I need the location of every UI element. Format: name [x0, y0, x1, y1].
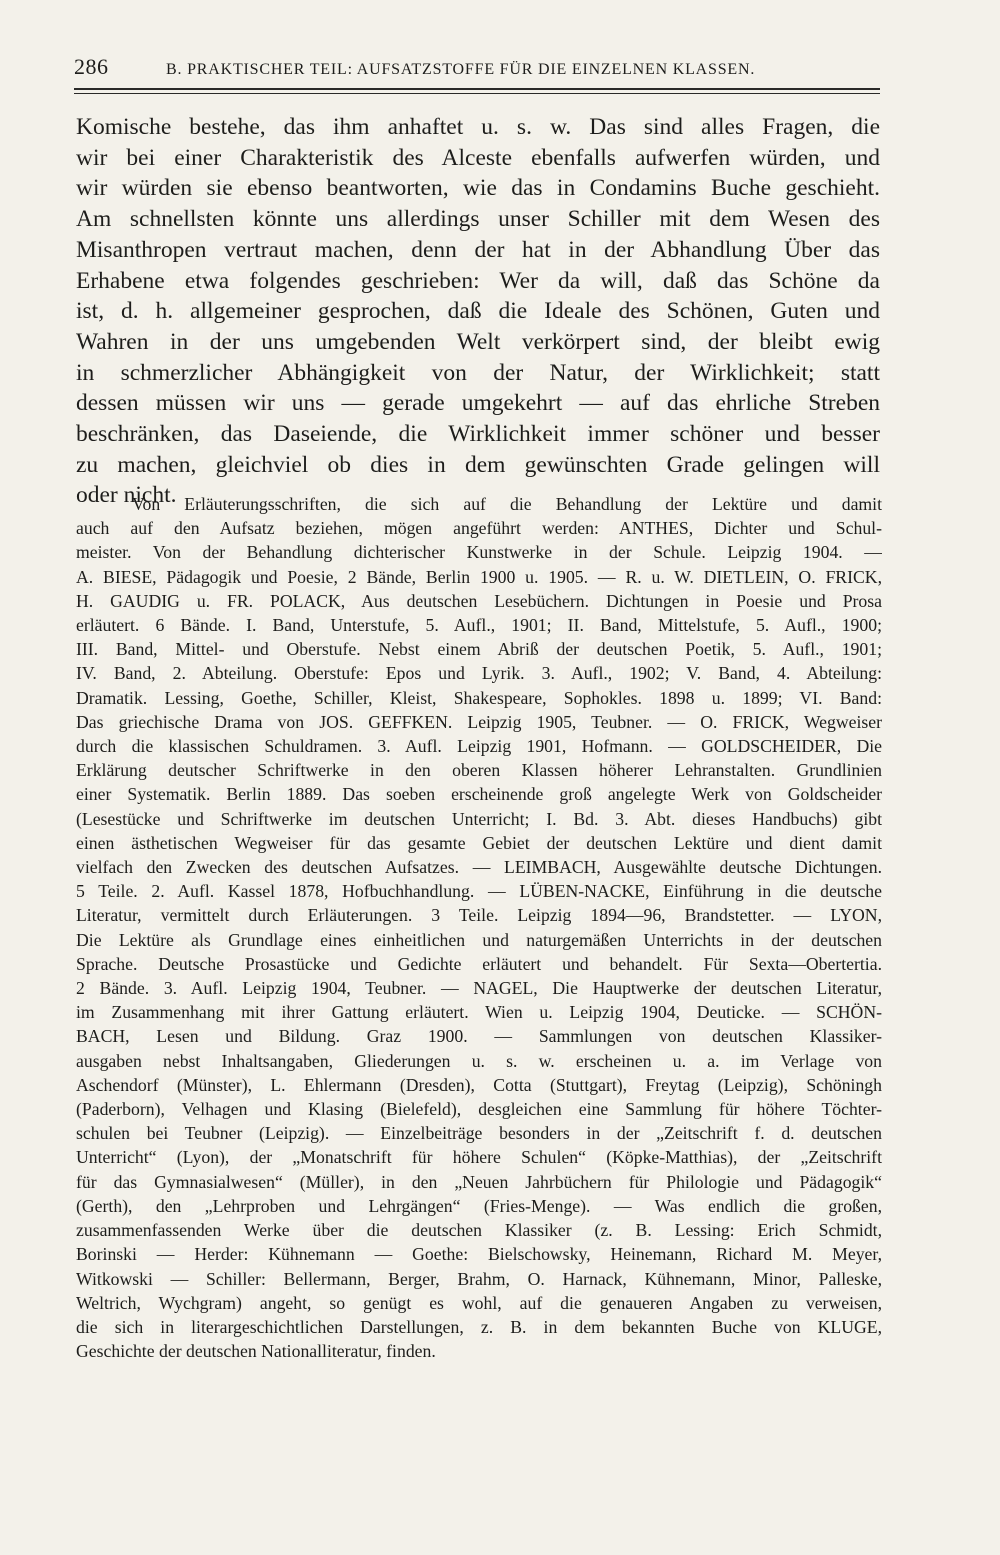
note-text-line: (Paderborn), Velhagen und Klasing (Bielefeld), desgleichen eine Sammlung für höhere Töchter- [76, 1099, 882, 1120]
note-text-line: Dramatik. Lessing, Goethe, Schiller, Kleist, Shakespeare, Sophokles. 1898 u. 1899; VI. Band: [76, 687, 882, 708]
body-text-line: Komische bestehe, das ihm anhaftet u. s. w. Das sind alles Fragen, die [76, 114, 880, 140]
note-text-line: A. BIESE, Pädagogik und Poesie, 2 Bände, Berlin 1900 u. 1905. — R. u. W. DIETLEIN, O. FRICK, [76, 566, 882, 587]
note-text-line: Das griechische Drama von JOS. GEFFKEN. Leipzig 1905, Teubner. — O. FRICK, Wegweiser [76, 711, 882, 732]
note-text-line: Die Lektüre als Grundlage eines einheitlichen und naturgemäßen Unterrichts in der deutschen [76, 929, 882, 950]
note-text-line: Geschichte der deutschen Nationalliteratur, finden. [76, 1341, 436, 1362]
note-text-line: Weltrich, Wychgram) angeht, so genügt es wohl, auf die genaueren Angaben zu verweisen, [76, 1292, 882, 1313]
note-text-line: H. GAUDIG u. FR. POLACK, Aus deutschen Lesebüchern. Dichtungen in Poesie und Prosa [76, 590, 882, 611]
note-text-line: schulen bei Teubner (Leipzig). — Einzelbeiträge besonders in der „Zeitschrift f. d. deutschen [76, 1123, 882, 1144]
note-text-line: Von Erläuterungsschriften, die sich auf die Behandlung der Lektüre und damit [132, 494, 882, 514]
bibliography-note [76, 492, 882, 1363]
note-text-line: meister. Von der Behandlung dichterischer Kunstwerke in der Schule. Leipzig 1904. — [76, 542, 882, 563]
note-text-line: für das Gymnasialwesen“ (Müller), in den „Neuen Jahrbüchern für Philologie und Pädagogik“ [76, 1171, 882, 1192]
note-text-line: vielfach den Zwecken des deutschen Aufsatzes. — LEIMBACH, Ausgewählte deutsche Dichtungen. [76, 857, 882, 878]
body-text-line: Wahren in der uns umgebenden Welt verkörpert sind, der bleibt ewig [76, 328, 880, 355]
page-header [74, 54, 880, 90]
note-text-line: Borinski — Herder: Kühnemann — Goethe: Bielschowsky, Heinemann, Richard M. Meyer, [76, 1244, 882, 1265]
body-text-line: ist, d. h. allgemeiner gesprochen, daß die Ideale des Schönen, Guten und [76, 298, 880, 325]
body-text-line: Am schnellsten könnte uns allerdings unser Schiller mit dem Wesen des [76, 206, 880, 233]
note-text-line: Aschendorf (Münster), L. Ehlermann (Dresden), Cotta (Stuttgart), Freytag (Leipzig), Schöningh [76, 1074, 882, 1095]
note-text-line: III. Band, Mittel- und Oberstufe. Nebst einem Abriß der deutschen Poetik, 5. Aufl., 1901; [76, 639, 882, 660]
note-text-line: Erklärung deutscher Schriftwerke in den oberen Klassen höherer Lehranstalten. Grundlinien [76, 760, 882, 781]
note-text-line: erläutert. 6 Bände. I. Band, Unterstufe, 5. Aufl., 1901; II. Band, Mittelstufe, 5. Aufl., 1900; [76, 615, 882, 636]
note-text-line: 5 Teile. 2. Aufl. Kassel 1878, Hofbuchhandlung. — LÜBEN-NACKE, Einführung in die deutsche [76, 881, 882, 902]
body-text-line: beschränken, das Daseiende, die Wirklichkeit immer schöner und besser [76, 421, 880, 448]
body-text-line: Misanthropen vertraut machen, denn der hat in der Abhandlung Über das [76, 236, 880, 263]
note-text-line: Sprache. Deutsche Prosastücke und Gedichte erläutert und behandelt. Für Sexta—Obertertia. [76, 953, 882, 974]
note-text-line: Literatur, vermittelt durch Erläuterungen. 3 Teile. Leipzig 1894—96, Brandstetter. — LYON, [76, 905, 882, 926]
note-text-line: einer Systematik. Berlin 1889. Das soeben erscheinende groß angelegte Werk von Goldscheider [76, 784, 882, 805]
main-text [76, 112, 880, 511]
body-text-line: oder nicht. [76, 482, 177, 509]
body-text-line: wir würden sie ebenso beantworten, wie das in Condamins Buche geschieht. [76, 175, 880, 202]
body-text-line: in schmerzlicher Abhängigkeit von der Natur, der Wirklichkeit; statt [76, 359, 880, 386]
note-text-line: zusammenfassenden Werke über die deutschen Klassiker (z. B. Lessing: Erich Schmidt, [76, 1220, 882, 1241]
note-text-line: die sich in literargeschichtlichen Darstellungen, z. B. in dem bekannten Buche von KLUGE, [76, 1316, 882, 1337]
note-text-line: im Zusammenhang mit ihrer Gattung erläutert. Wien u. Leipzig 1904, Deuticke. — SCHÖN- [76, 1002, 882, 1023]
note-text-line: 2 Bände. 3. Aufl. Leipzig 1904, Teubner. — NAGEL, Die Hauptwerke der deutschen Literatur, [76, 978, 882, 999]
note-text-line: (Gerth), den „Lehrproben und Lehrgängen“ (Fries-Menge). — Was endlich die großen, [76, 1195, 882, 1216]
note-text-line: (Lesestücke und Schriftwerke im deutschen Unterricht; I. Bd. 3. Abt. dieses Handbuchs) gibt [76, 808, 882, 829]
body-text-line: wir bei einer Charakteristik des Alceste ebenfalls aufwerfen würden, und [76, 144, 880, 171]
note-text-line: auch auf den Aufsatz beziehen, mögen angeführt werden: ANTHES, Dichter und Schul- [76, 518, 882, 539]
header-rule-thin [74, 93, 880, 94]
note-text-line: BACH, Lesen und Bildung. Graz 1900. — Sammlungen von deutschen Klassiker- [76, 1026, 882, 1047]
note-text-line: ausgaben nebst Inhaltsangaben, Gliederungen u. s. w. erscheinen u. a. im Verlage von [76, 1050, 882, 1071]
note-text-line: Witkowski — Schiller: Bellermann, Berger, Brahm, O. Harnack, Kühnemann, Minor, Palleske, [76, 1268, 882, 1289]
body-text-line: Erhabene etwa folgendes geschrieben: Wer da will, daß das Schöne da [76, 267, 880, 294]
running-title: B. PRAKTISCHER TEIL: AUFSATZSTOFFE FÜR DIE EINZELNEN KLASSEN. [166, 61, 756, 78]
page-number: 286 [74, 54, 109, 79]
note-text-line: einen ästhetischen Wegweiser für das gesamte Gebiet der deutschen Lektüre und dient damit [76, 832, 882, 853]
note-text-line: Unterricht“ (Lyon), der „Monatschrift für höhere Schulen“ (Köpke-Matthias), der „Zeitschrift [76, 1147, 882, 1168]
note-text-line: IV. Band, 2. Abteilung. Oberstufe: Epos und Lyrik. 3. Aufl., 1902; V. Band, 4. Abteilung: [76, 663, 882, 684]
note-text-line: durch die klassischen Schuldramen. 3. Aufl. Leipzig 1901, Hofmann. — GOLDSCHEIDER, Die [76, 736, 882, 757]
header-rule [74, 88, 880, 90]
body-text-line: zu machen, gleichviel ob dies in dem gewünschten Grade gelingen will [76, 451, 880, 478]
body-text-line: dessen müssen wir uns — gerade umgekehrt — auf das ehrliche Streben [76, 390, 880, 417]
